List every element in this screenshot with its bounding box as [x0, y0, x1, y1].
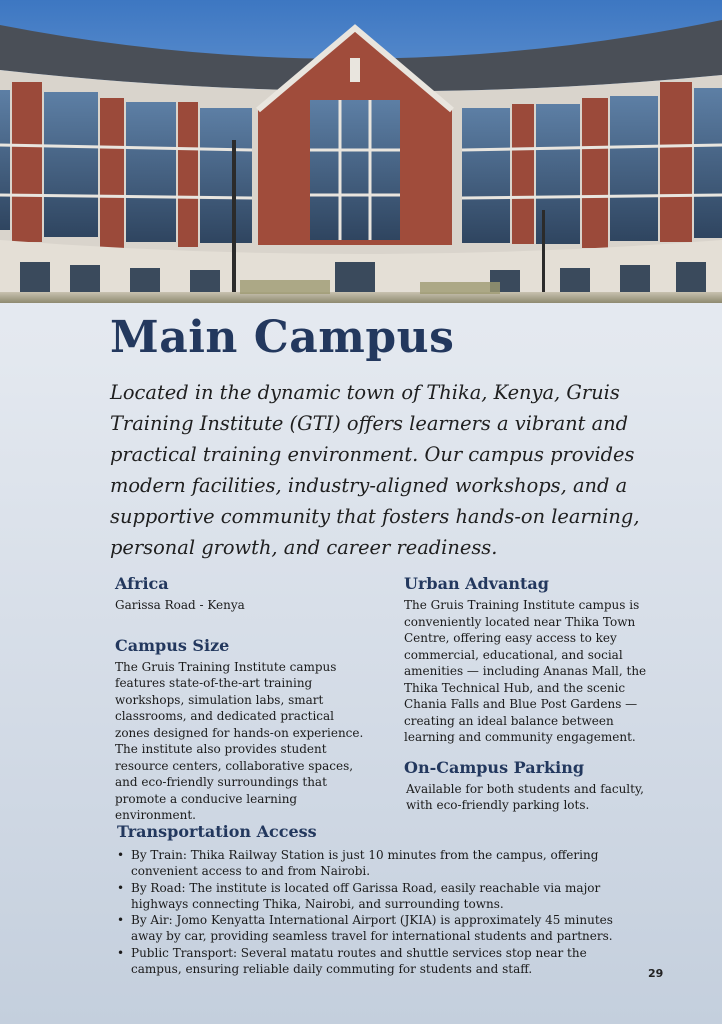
list-item: • By Train: Thika Railway Station is just 10 minutes from the campus, offering convenient access to and from Nairobi.	[117, 847, 637, 880]
parking-heading: On-Campus Parking	[404, 757, 585, 777]
list-item: • By Air: Jomo Kenyatta International Airport (JKIA) is approximately 45 minutes away by car, providing seamless travel for international students and partners.	[117, 912, 637, 945]
list-item: • Public Transport: Several matatu routes and shuttle services stop near the campus, ensuring reliable daily commuting for students and staff.	[117, 945, 637, 978]
parking-text: Available for both students and faculty, with eco-friendly parking lots.	[406, 781, 644, 812]
africa-text: Garissa Road - Kenya	[115, 598, 245, 612]
campus-size-text: The Gruis Training Institute campus features state-of-the-art training workshops, simulation labs, smart classrooms, and dedicated practical zones designed for hands-on experience. The institute also provides student resource centers, collaborative spaces, and eco-friendly surroundings that promote a conducive learning environment.	[115, 659, 364, 822]
transport-heading: Transportation Access	[117, 822, 317, 841]
campus-building-photo	[0, 0, 722, 303]
left-column	[115, 574, 365, 824]
list-item: • By Road: The institute is located off Garissa Road, easily reachable via major highways connecting Thika, Nairobi, and surrounding towns.	[117, 880, 637, 913]
campus-size-heading: Campus Size	[115, 635, 230, 655]
transportation-section	[117, 822, 637, 977]
urban-heading: Urban Advantag	[404, 574, 549, 593]
right-column	[404, 574, 664, 814]
page-number: 29	[648, 967, 664, 980]
africa-heading: Africa	[115, 574, 169, 593]
intro-paragraph: Located in the dynamic town of Thika, Kenya, Gruis Training Institute (GTI) offers learners a vibrant and practical training environment. Our campus provides modern facilities, industry-aligned workshops, and a supportive community that fosters hands-on learning, personal growth, and career readiness.	[110, 381, 640, 559]
page-title: Main Campus	[110, 312, 455, 363]
urban-text: The Gruis Training Institute campus is conveniently located near Thika Town Centre, offering easy access to key commercial, educational, and social amenities — including Ananas Mall, the Thika Technical Hub, and the scenic Chania Falls and Blue Post Gardens — creating an ideal balance between learning and community engagement.	[404, 598, 647, 744]
transport-list	[117, 847, 637, 977]
